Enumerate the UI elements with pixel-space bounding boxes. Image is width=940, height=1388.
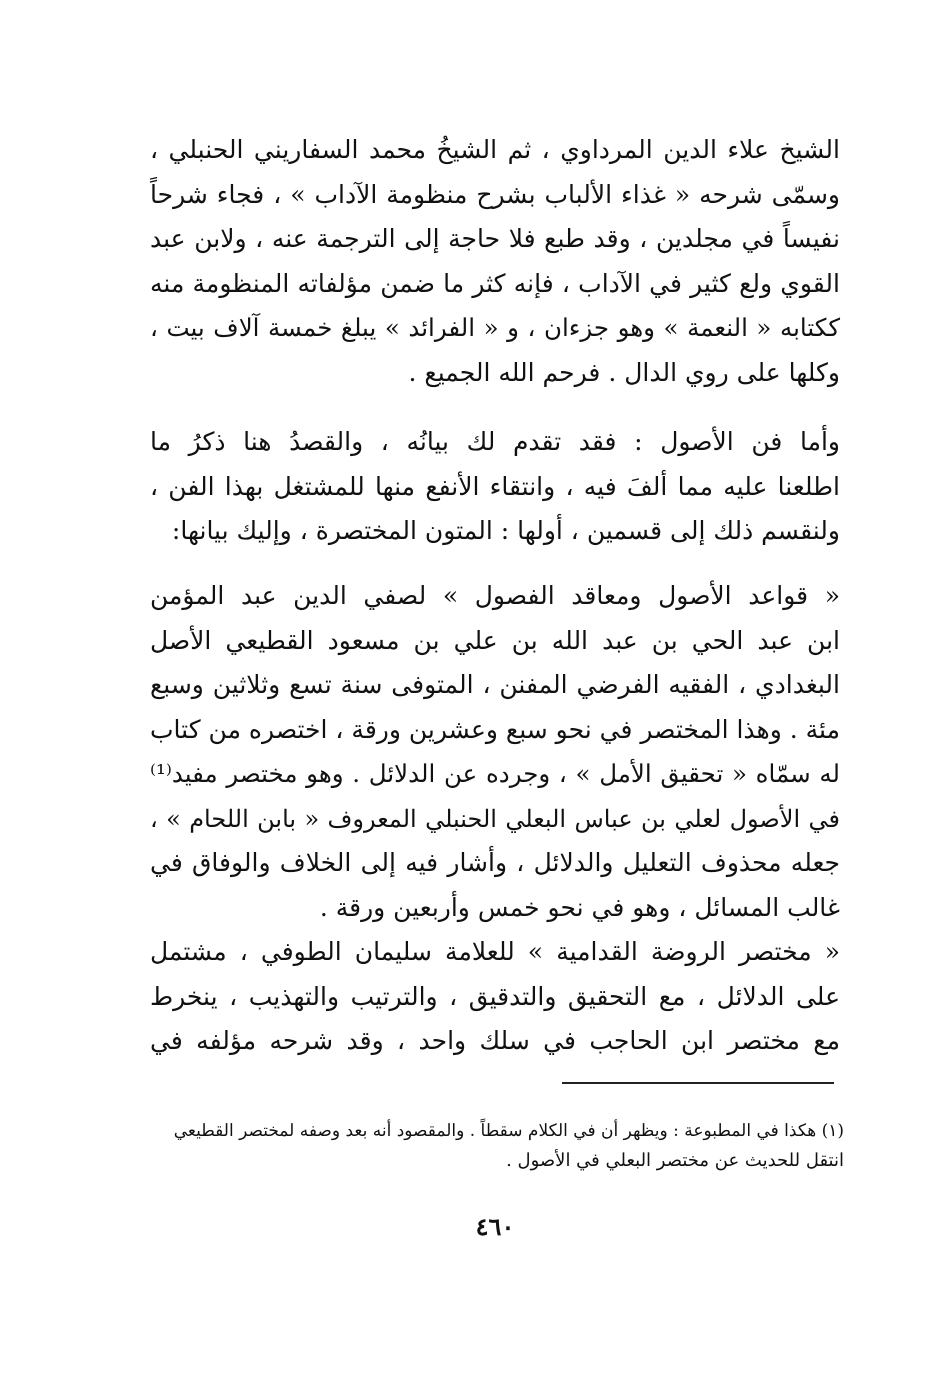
text-line: على الدلائل ، مع التحقيق والتدقيق ، والترتيب والتهذيب ، ينخرط xyxy=(150,981,840,1011)
footnote-line: انتقل للحديث عن مختصر البعلي في الأصول . xyxy=(506,1150,844,1171)
text-line: جعله محذوف التعليل والدلائل ، وأشار فيه إلى الخلاف والوفاق في xyxy=(150,848,840,877)
paragraph-mukhtasar-al-rawda xyxy=(150,930,840,1064)
footnote xyxy=(156,1116,844,1176)
text-line: مع مختصر ابن الحاجب في سلك واحد ، وقد شرحه مؤلفه في xyxy=(150,1026,840,1055)
text-line: وكلها على روي الدال . فرحم الله الجميع . xyxy=(408,357,840,387)
text-line: اطلعنا عليه مما ألفَ فيه ، وانتقاء الأنفع منها للمشتغل بهذا الفن ، xyxy=(150,471,840,501)
text-line: له سمّاه « تحقيق الأمل » ، وجرده عن الدلائل . وهو مختصر مفيد⁽¹⁾ xyxy=(150,759,840,788)
text-line: وسمّى شرحه « غذاء الألباب بشرح منظومة الآداب » ، فجاء شرحاً xyxy=(150,179,840,209)
text-line: القوي ولع كثير في الآداب ، فإنه كثر ما ضمن مؤلفاته المنظومة منه xyxy=(150,268,840,298)
text-line: مئة . وهذا المختصر في نحو سبع وعشرين ورقة ، اختصره من كتاب xyxy=(150,714,840,744)
text-line: وأما فن الأصول : فقد تقدم لك بيانُه ، والقصدُ هنا ذكرُ ما xyxy=(150,427,840,456)
page-number: ٤٦٠ xyxy=(475,1212,515,1241)
text-line: ولنقسم ذلك إلى قسمين ، أولها : المتون المختصرة ، وإليك بيانها: xyxy=(171,516,840,545)
text-line: « مختصر الروضة القدامية » للعلامة سليمان الطوفي ، مشتمل xyxy=(150,937,840,966)
text-line: الشيخ علاء الدين المرداوي ، ثم الشيخُ محمد السفاريني الحنبلي ، xyxy=(150,135,840,164)
text-line: « قواعد الأصول ومعاقد الفصول » لصفي الدين عبد المؤمن xyxy=(150,581,840,610)
text-line: البغدادي ، الفقيه الفرضي المفنن ، المتوفى سنة تسع وثلاثين وسبع xyxy=(150,670,840,699)
text-line: نفيساً في مجلدين ، وقد طبع فلا حاجة إلى الترجمة عنه ، ولابن عبد xyxy=(150,224,840,253)
text-line: ككتابه « النعمة » وهو جزءان ، و « الفرائد » يبلغ خمسة آلاف بيت ، xyxy=(150,313,840,342)
footnote-divider xyxy=(562,1082,834,1084)
footnote-line: (١) هكذا في المطبوعة : ويظهر أن في الكلام سقطاً . والمقصود أنه بعد وصفه لمختصر القطيعي xyxy=(173,1121,844,1141)
text-line: في الأصول لعلي بن عباس البعلي الحنبلي المعروف « بابن اللحام » ، xyxy=(150,804,840,833)
text-line: غالب المسائل ، وهو في نحو خمس وأربعين ورقة . xyxy=(319,892,840,922)
text-line: ابن عبد الحي بن عبد الله بن علي بن مسعود القطيعي الأصل xyxy=(150,625,840,655)
paragraph-sharh-al-adab xyxy=(150,128,840,395)
paragraph-qawaid-al-usul xyxy=(150,574,840,930)
paragraph-fann-al-usul xyxy=(150,420,840,554)
